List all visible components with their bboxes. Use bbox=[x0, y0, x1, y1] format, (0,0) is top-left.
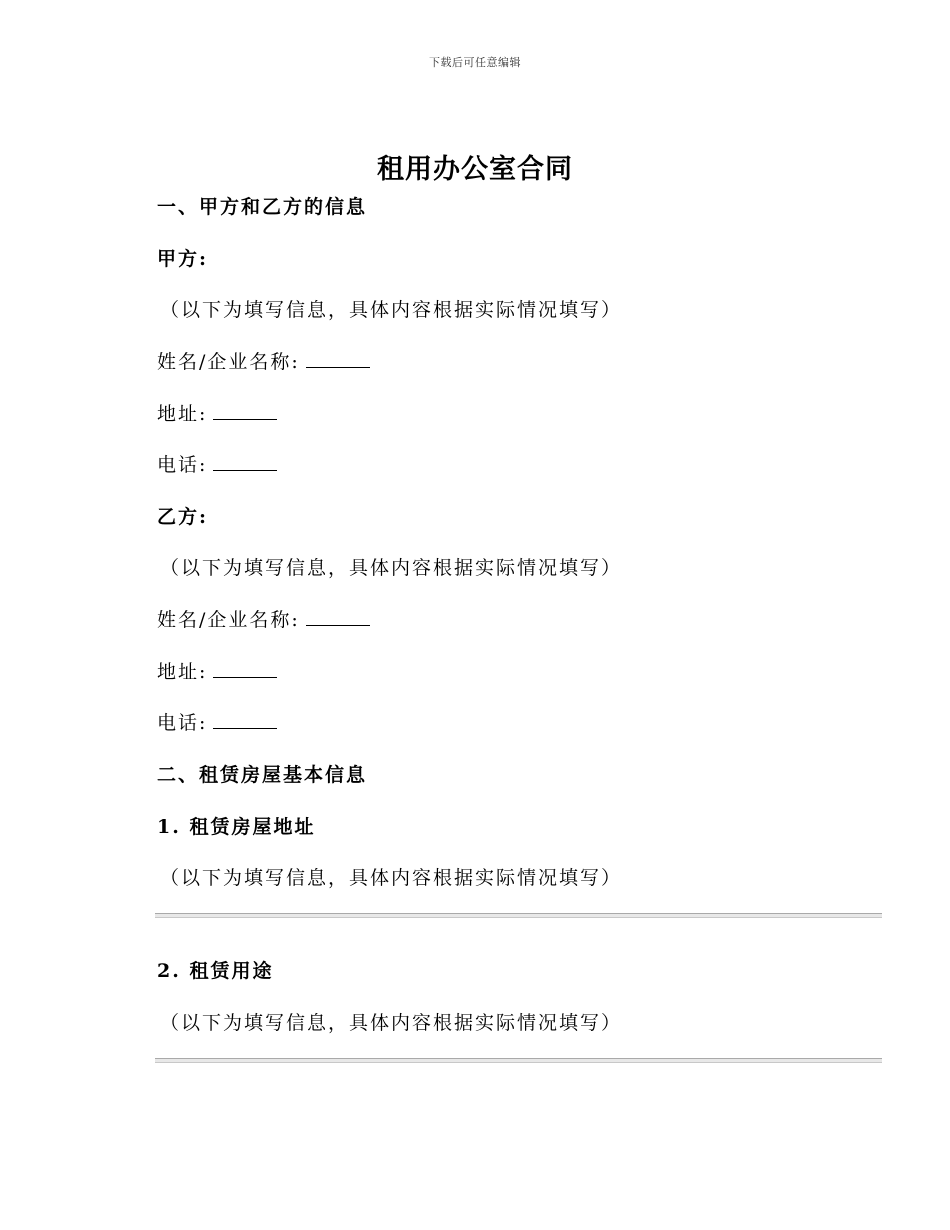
party-a-phone-blank bbox=[213, 452, 277, 471]
section2-heading: 二、租赁房屋基本信息 bbox=[157, 764, 368, 786]
item2-note: （以下为填写信息，具体内容根据实际情况填写） bbox=[160, 1012, 623, 1034]
header-note: 下载后可任意编辑 bbox=[429, 56, 521, 69]
party-b-address-label: 地址: bbox=[157, 661, 208, 683]
party-b-name-blank bbox=[306, 607, 370, 626]
party-a-phone-line bbox=[157, 452, 277, 478]
item1-heading: 1. 租赁房屋地址 bbox=[157, 816, 316, 838]
party-b-note: （以下为填写信息，具体内容根据实际情况填写） bbox=[160, 557, 623, 579]
party-a-name-line bbox=[157, 349, 370, 375]
section1-heading: 一、甲方和乙方的信息 bbox=[157, 196, 368, 218]
item1-divider bbox=[155, 913, 882, 918]
party-b-address-line bbox=[157, 659, 277, 685]
party-b-name-line bbox=[157, 607, 370, 633]
party-a-name-blank bbox=[306, 349, 370, 368]
party-a-note: （以下为填写信息，具体内容根据实际情况填写） bbox=[160, 299, 623, 321]
party-b-address-blank bbox=[213, 659, 277, 678]
party-b-phone-blank bbox=[213, 710, 277, 729]
item2-divider bbox=[155, 1058, 882, 1063]
party-b-name-label: 姓名/企业名称: bbox=[157, 609, 300, 631]
party-a-address-blank bbox=[213, 401, 277, 420]
item1-note: （以下为填写信息，具体内容根据实际情况填写） bbox=[160, 867, 623, 889]
party-b-phone-line bbox=[157, 710, 277, 736]
party-a-name-label: 姓名/企业名称: bbox=[157, 351, 300, 373]
party-a-phone-label: 电话: bbox=[157, 454, 208, 476]
party-b-phone-label: 电话: bbox=[157, 712, 208, 734]
item2-heading: 2. 租赁用途 bbox=[157, 960, 274, 982]
party-a-address-label: 地址: bbox=[157, 403, 208, 425]
document-title: 租用办公室合同 bbox=[377, 154, 573, 185]
party-a-label: 甲方: bbox=[157, 248, 209, 270]
party-a-address-line bbox=[157, 401, 277, 427]
party-b-label: 乙方: bbox=[157, 506, 209, 528]
